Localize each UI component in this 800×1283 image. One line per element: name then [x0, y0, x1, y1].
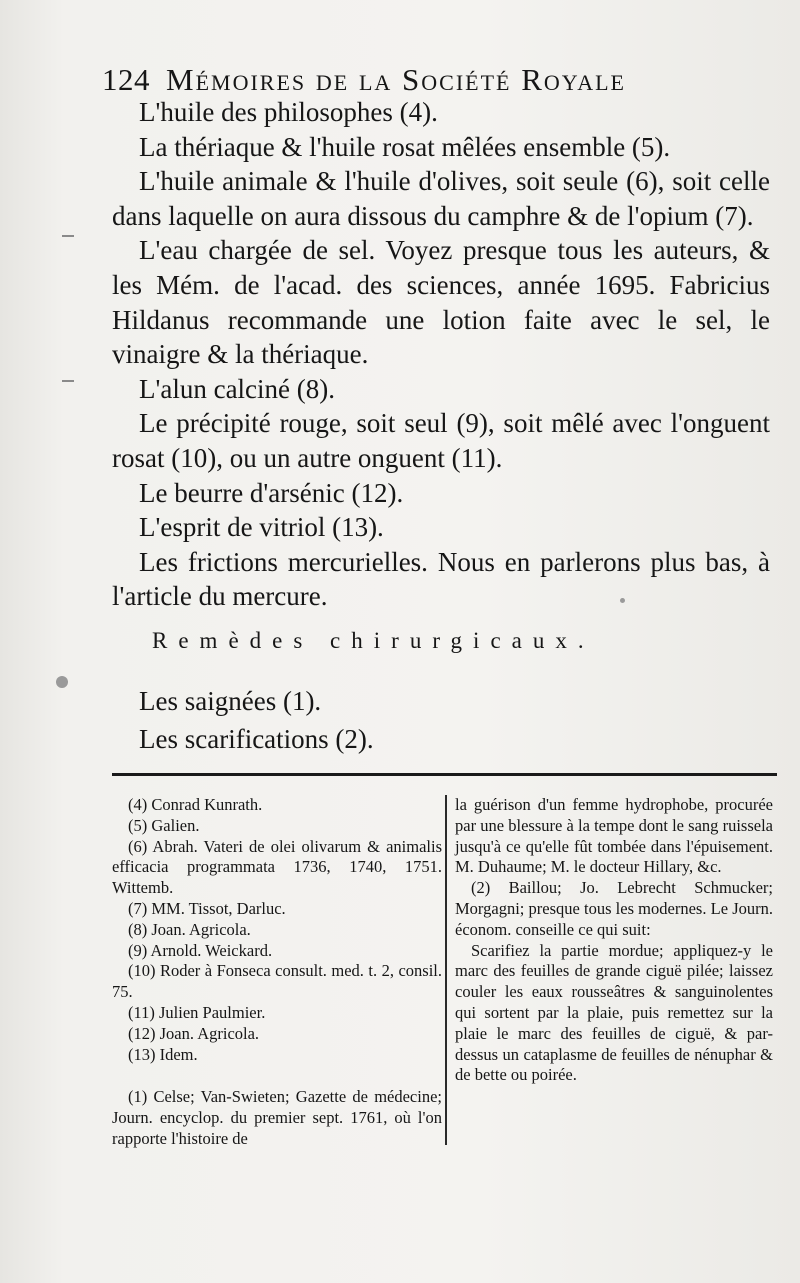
footnote: (2) Baillou; Jo. Lebrecht Schmucker; Morgagni; presque tous les modernes. Le Journ. économ. conseille ce qui suit:	[455, 878, 773, 939]
paragraph: Le précipité rouge, soit seul (9), soit mêlé avec l'onguent rosat (10), ou un autre onguent (11).	[112, 408, 770, 473]
list-item: Les scarifications (2).	[139, 724, 374, 754]
footnote: (12) Joan. Agricola.	[128, 1023, 260, 1043]
paper-speck	[56, 676, 68, 688]
footnotes-left-column	[112, 795, 442, 1150]
footnote: (6) Abrah. Vateri de olei olivarum & animalis efficacia programmata 1736, 1740, 1751. Wittemb.	[112, 836, 442, 898]
footnote: (8) Joan. Agricola.	[128, 919, 251, 939]
footnote: (11) Julien Paulmier.	[128, 1002, 266, 1022]
surgical-remedies-list	[112, 682, 770, 758]
footnote: (5) Galien.	[128, 815, 200, 835]
footnote: la guérison d'un femme hydrophobe, procurée par une blessure à la tempe dont le sang ruissela jusqu'à ce qu'elle fût tombée dans l'épuisement. M. Duhaume; M. le docteur Hillary, &c.	[455, 795, 773, 877]
footnotes-right-column	[455, 795, 773, 1086]
running-title: Mémoires de la Société Royale	[166, 62, 626, 97]
footnote: (7) MM. Tissot, Darluc.	[128, 898, 286, 918]
paragraph: L'huile des philosophes (4).	[139, 97, 438, 127]
list-item: Les saignées (1).	[139, 686, 322, 716]
margin-mark	[62, 380, 74, 382]
paragraph: Le beurre d'arsénic (12).	[139, 477, 404, 508]
footnote: (9) Arnold. Weickard.	[128, 940, 273, 960]
paragraph: L'eau chargée de sel. Voyez presque tous les auteurs, & les Mém. de l'acad. des sciences, année 1695. Fabricius Hildanus recommande une lotion faite avec le sel, le vinaigre & la thériaque.	[112, 235, 770, 370]
section-heading: Remèdes chirurgicaux.	[152, 628, 595, 653]
footnote-rule	[112, 773, 777, 776]
paper-speck	[620, 598, 625, 603]
paragraph: Les frictions mercurielles. Nous en parlerons plus bas, à l'article du mercure.	[112, 546, 770, 612]
paragraph: La thériaque & l'huile rosat mêlées ensemble (5).	[139, 131, 671, 162]
page-number: 124	[102, 62, 150, 97]
footnote: (10) Roder à Fonseca consult. med. t. 2, consil. 75.	[112, 961, 442, 1002]
column-divider	[445, 795, 447, 1145]
footnote: (4) Conrad Kunrath.	[128, 795, 263, 814]
footnote: Scarifiez la partie mordue; appliquez-y le marc des feuilles de grande ciguë pilée; laissez couler les eaux rousseâtres & sanguinolentes qui sortent par la plaie, puis remettez sur la plaie le marc des feuilles de ciguë, & par-dessus un cataplasme de feuilles de nénuphar & de bette ou poirée.	[455, 940, 773, 1085]
main-text	[112, 95, 770, 614]
margin-mark	[62, 235, 74, 237]
running-header	[102, 62, 792, 98]
paragraph: L'esprit de vitriol (13).	[139, 512, 384, 543]
footnote: (1) Celse; Van-Swieten; Gazette de médecine; Journ. encyclop. du premier sept. 1761, où l'on rapporte l'histoire de	[112, 1087, 442, 1148]
paragraph: L'alun calciné (8).	[139, 373, 336, 404]
paragraph: L'huile animale & l'huile d'olives, soit seule (6), soit celle dans laquelle on aura dissous du camphre & de l'opium (7).	[112, 166, 770, 231]
footnote: (13) Idem.	[128, 1044, 198, 1064]
